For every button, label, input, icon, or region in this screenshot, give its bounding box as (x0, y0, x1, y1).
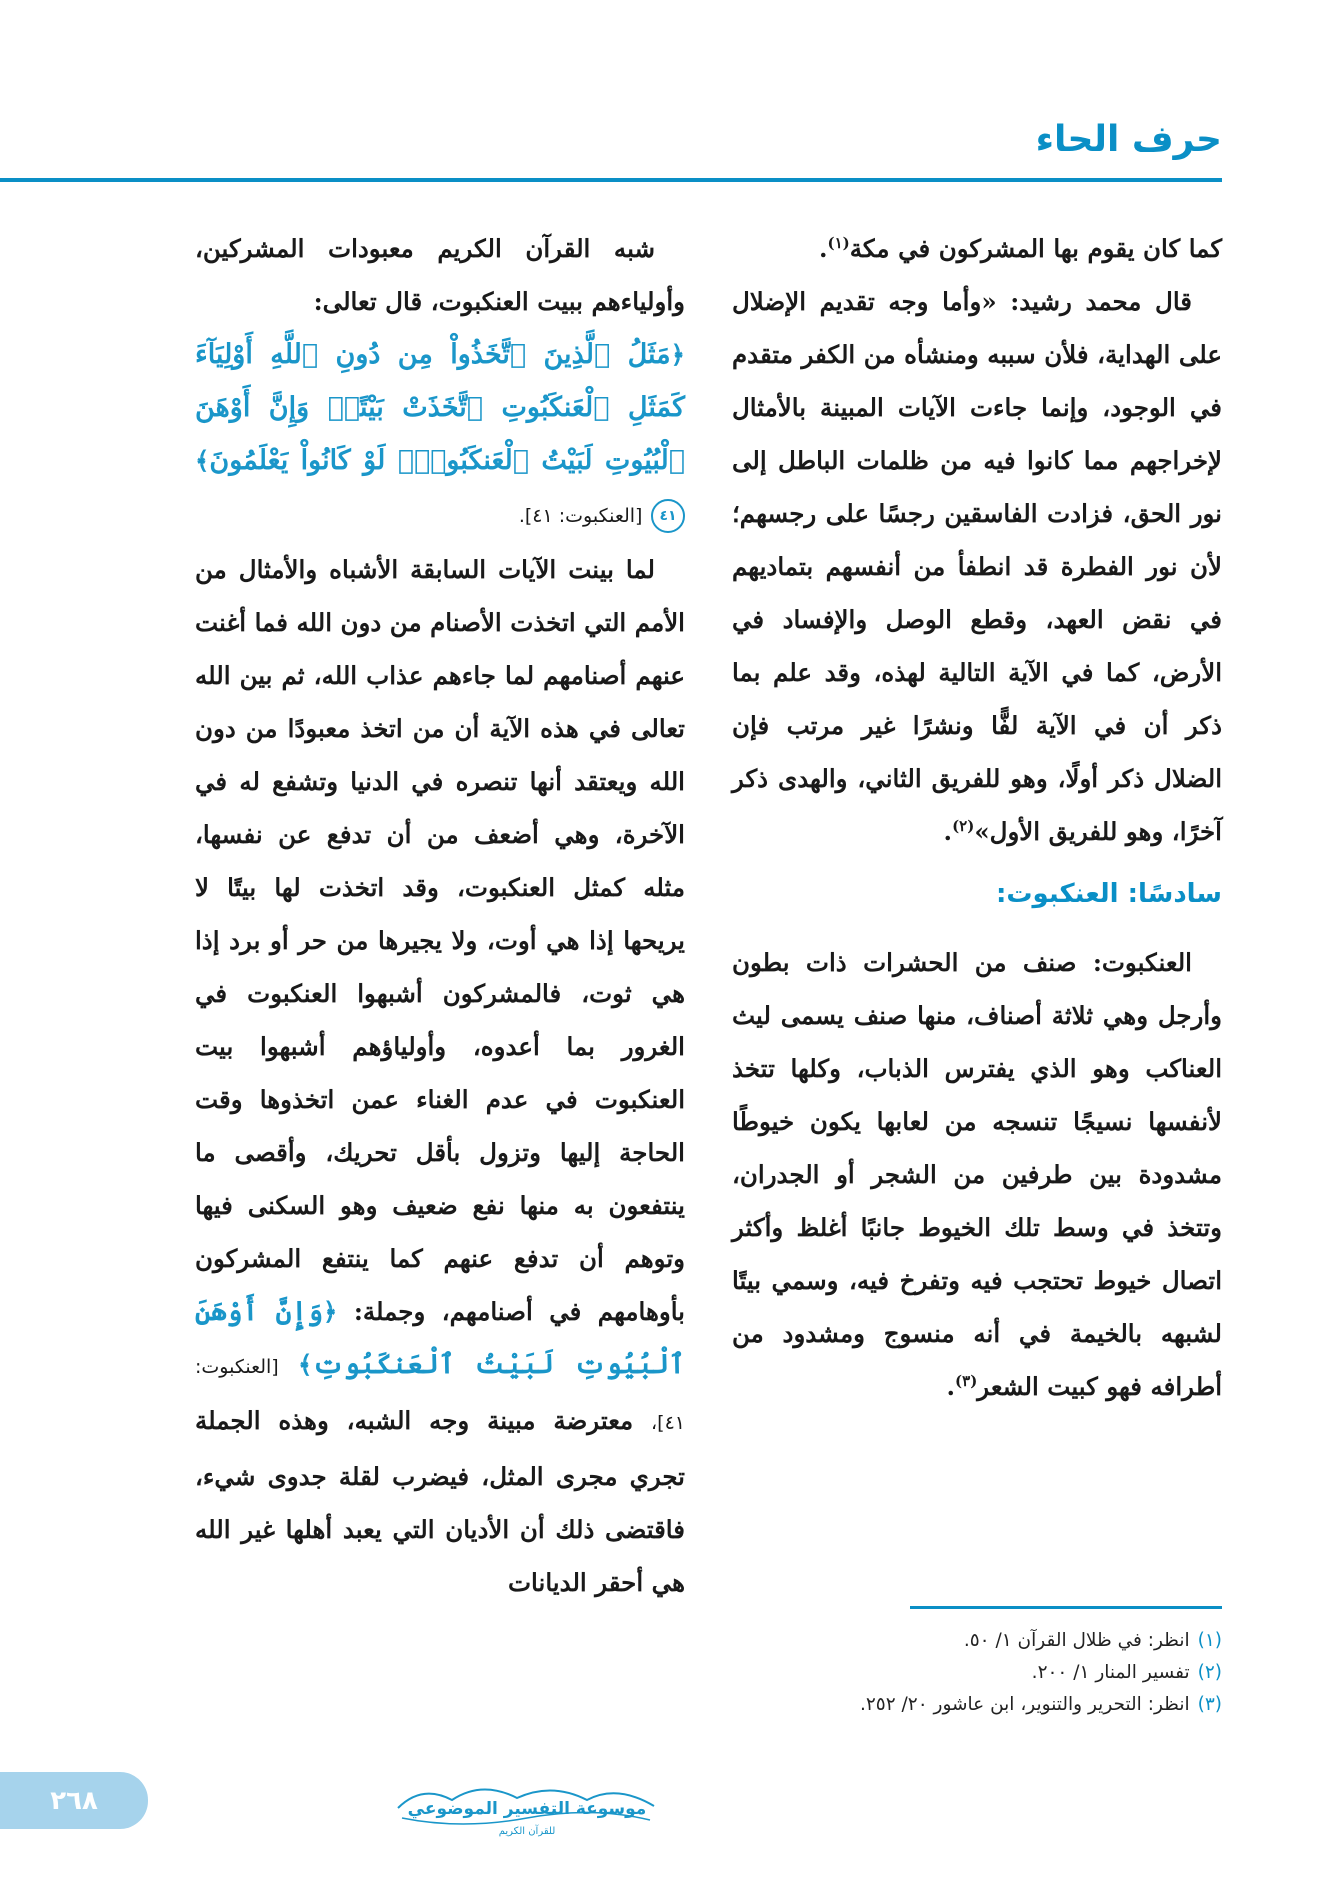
footnotes (622, 1625, 1222, 1721)
footnote-text: انظر: في ظلال القرآن ١/ ٥٠. (963, 1630, 1190, 1651)
left-column (195, 222, 685, 1609)
punctuation: . (946, 1372, 956, 1401)
logo-text: موسوعة التفسير الموضوعي (407, 1799, 647, 1819)
footnote-ref[interactable]: (٣) (955, 1371, 978, 1390)
footnote (622, 1689, 1222, 1721)
verse-open-bracket: ﴿ (670, 340, 685, 369)
running-header-title: حرف الحاء (1035, 119, 1222, 160)
verse-close-bracket: ﴾ (195, 446, 210, 475)
punctuation: . (818, 234, 828, 263)
header-rule (0, 178, 1222, 182)
paragraph-text: العنكبوت: صنف من الحشرات ذات بطون وأرجل وهي ثلاثة أصناف، منها صنف يسمى ليث العناكب وهو الذي يفترس الذباب، وكلها تتخذ لأنفسها نسيجًا تنسجه من لعابها يكون خيوطًا مشدودة بين طرفين من الشجر أو الجدران، وتتخذ في وسط تلك الخيوط جانبًا أغلظ وأكثر اتصال خيوط تحتجب فيه وتفرخ فيه، وسمي بيتًا لشبهه بالخيمة في أنه منسوج ومشدود من أطرافه فهو كبيت الشعر (732, 948, 1222, 1401)
paragraph-text: معترضة مبينة وجه الشبه، وهذه الجملة تجري مجرى المثل، فيضرب لقلة جدوى شيء، فاقتضى ذلك أن الأديان التي يعبد أهلها غير الله هي أحقر الديانات (195, 1406, 685, 1597)
footnote-ref[interactable]: (١) (827, 233, 850, 252)
paragraph-text: كما كان يقوم بها المشركون في مكة (849, 234, 1222, 263)
footnote (622, 1625, 1222, 1657)
footnote-text: تفسير المنار ١/ ٢٠٠. (1031, 1662, 1190, 1683)
footnote (622, 1657, 1222, 1689)
quran-verse: مَثَلُ ٱلَّذِينَ ٱتَّخَذُواْ مِن دُونِ ٱللَّهِ أَوْلِيَآءَ كَمَثَلِ ٱلْعَنكَبُوتِ ٱتَّخَذَتْ بَيْتًاۖ وَإِنَّ أَوْهَنَ ٱلْبُيُوتِ لَبَيْتُ ٱلْعَنكَبُوتِۖ لَوْ كَانُواْ يَعْلَمُونَ (195, 339, 685, 476)
section-heading: سادسًا: العنكبوت: (996, 879, 1222, 909)
paragraph-text: لما بينت الآيات السابقة الأشباه والأمثال من الأمم التي اتخذت الأصنام من دون الله فما أغنت عنهم أصنامهم لما جاءهم عذاب الله، ثم بين الله تعالى في هذه الآية أن من اتخذ معبودًا من دون الله ويعتقد أنها تنصره في الدنيا وتشفع له في الآخرة، وهي أضعف من أن تدفع عن نفسها، مثله كمثل العنكبوت، وقد اتخذت لها بيتًا لا يريحها إذا هي أوت، ولا يجيرها من حر أو برد إذا هي ثوت، فالمشركون أشبهوا العنكبوت في الغرور بما أعدوه، وأولياؤهم أشبهوا بيت العنكبوت في عدم الغناء عمن اتخذوها وقت الحاجة إليها وتزول بأقل تحريك، وأقصى ما ينتفعون به منها نفع ضعيف وهو السكنى فيها وتوهم أن تدفع عنهم كما ينتفع المشركون بأوهامهم في أصنامهم، وجملة: (195, 555, 685, 1326)
page-number: ٢٦٨ (50, 1785, 98, 1816)
footnote-number: (٢) (1197, 1662, 1222, 1683)
footnote-text: انظر: التحرير والتنوير، ابن عاشور ٢٠/ ٢٥٢. (859, 1694, 1190, 1715)
paragraph (732, 275, 1222, 858)
verse-close-bracket: ﴾ (298, 1350, 313, 1379)
verse-citation: [العنكبوت: ٤١]. (518, 505, 643, 527)
footnote-number: (٣) (1197, 1694, 1222, 1715)
paragraph (195, 543, 685, 1609)
footnote-number: (١) (1197, 1630, 1222, 1651)
paragraph-text: قال محمد رشيد: «وأما وجه تقديم الإضلال على الهداية، فلأن سببه ومنشأه من الكفر متقدم في الوجود، وإنما جاءت الآيات المبينة بالأمثال لإخراجهم مما كانوا فيه من ظلمات الباطل إلى نور الحق، فزادت الفاسقين رجسًا على رجسهم؛ لأن نور الفطرة قد انطفأ من أنفسهم بتماديهم في نقض العهد، وقطع الوصل والإفساد في الأرض، كما في الآية التالية لهذه، وقد علم بما ذكر أن في الآية لفًّا ونشرًا غير مرتب فإن الضلال ذكر أولًا، وهو للفريق الثاني، والهدى ذكر آخرًا، وهو للفريق الأول» (732, 287, 1222, 846)
verse-citation: [العنكبوت: ٤١]، (195, 1356, 686, 1434)
logo-subtext: للقرآن الكريم (498, 1826, 556, 1837)
verse-open-bracket: ﴿ (323, 1297, 338, 1326)
paragraph (732, 936, 1222, 1413)
footnote-rule (910, 1606, 1222, 1609)
ayah-number-badge: ٤١ (651, 499, 685, 533)
footnote-ref[interactable]: (٢) (952, 816, 975, 835)
paragraph: شبه القرآن الكريم معبودات المشركين، وأولياءهم ببيت العنكبوت، قال تعالى: (195, 234, 685, 316)
quran-verse-block (195, 328, 685, 543)
paragraph (732, 222, 1222, 275)
right-column (732, 222, 1222, 1413)
encyclopedia-logo (392, 1778, 662, 1838)
quran-verse: وَإِنَّ أَوْهَنَ ٱلْبُيُوتِ لَبَيْتُ ٱلْعَنكَبُوتِ (195, 1296, 686, 1380)
punctuation: . (943, 817, 953, 846)
